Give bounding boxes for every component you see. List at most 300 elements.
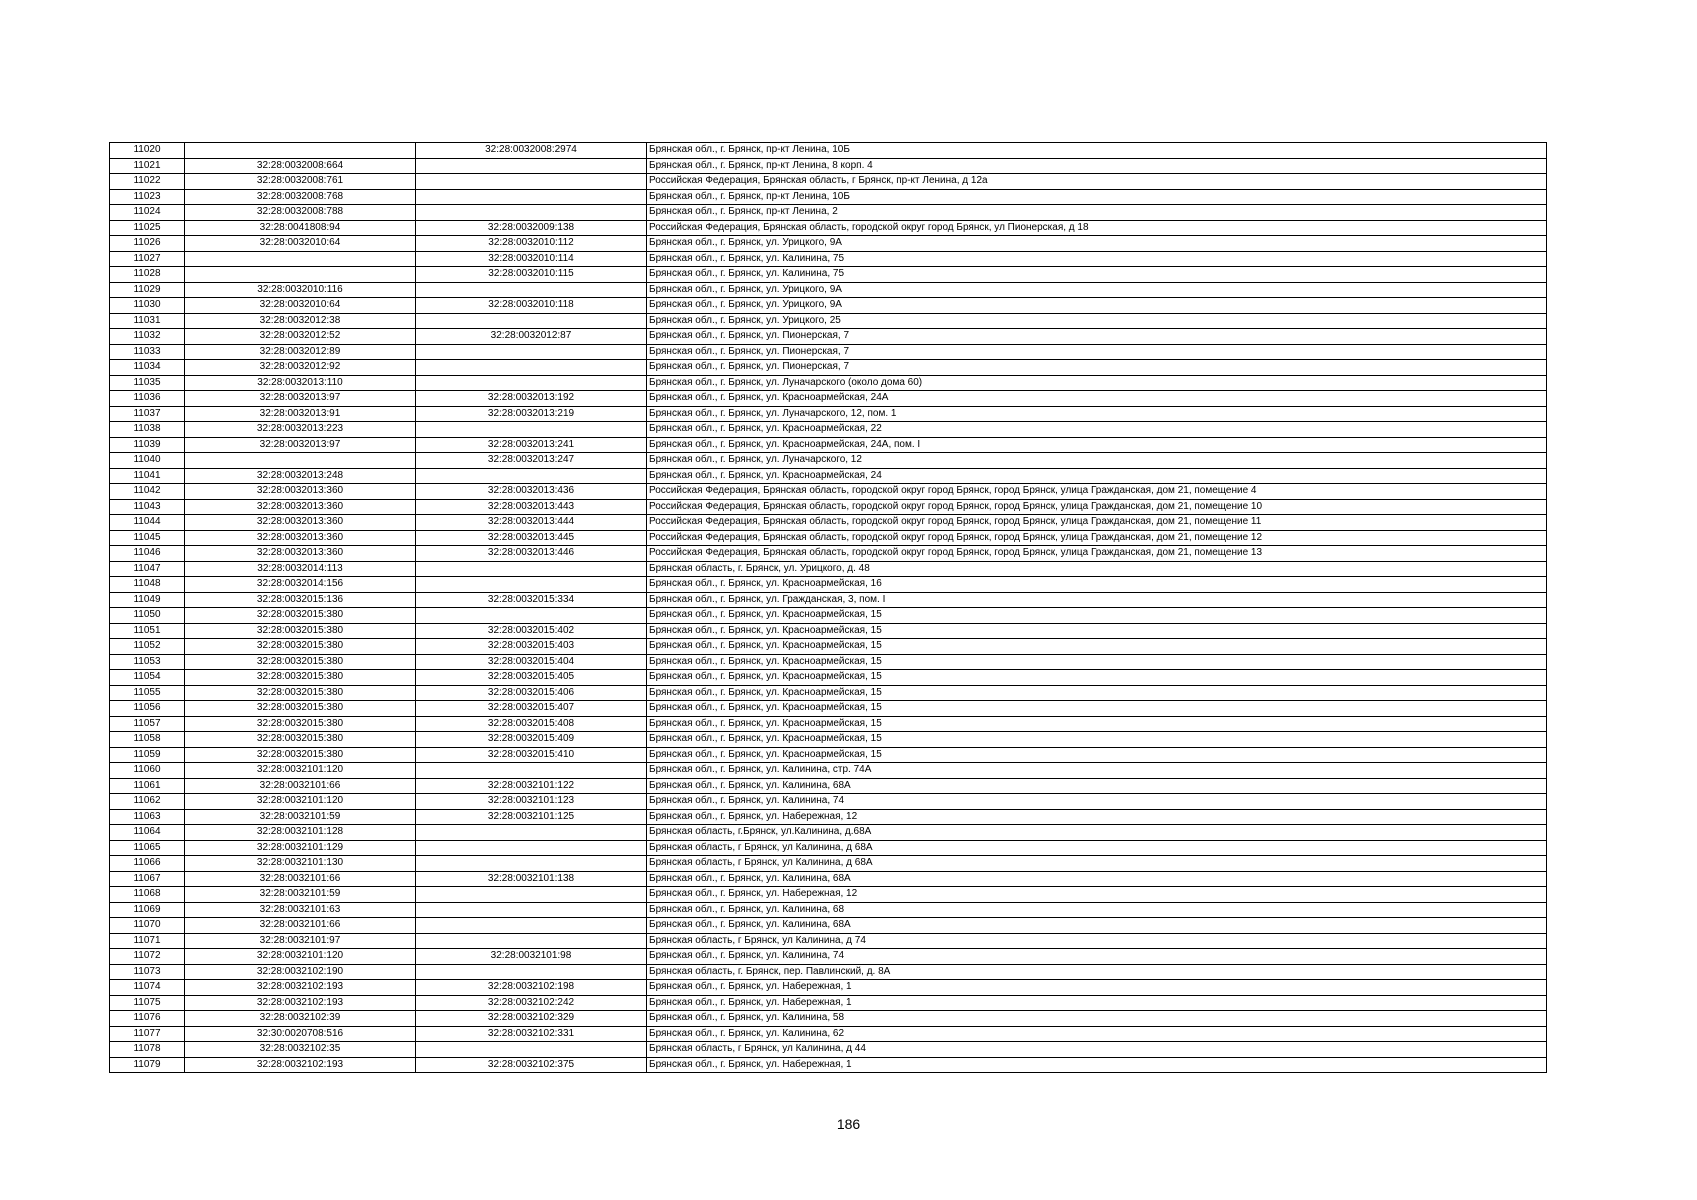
cadastral-number-cell: 32:28:0032101:59 [185,809,416,825]
row-number-cell: 11070 [110,918,185,934]
cadastral-number-cell: 32:28:0032101:66 [185,871,416,887]
address-cell: Брянская обл., г. Брянск, ул. Набережная, 1 [647,980,1547,996]
cadastral-number-cell: 32:28:0032015:380 [185,685,416,701]
cadastral-number-cell: 32:28:0032015:380 [185,747,416,763]
address-cell: Брянская обл., г. Брянск, ул. Калинина, 75 [647,251,1547,267]
row-number-cell: 11056 [110,701,185,717]
cadastral-number-cell: 32:28:0032013:223 [185,422,416,438]
row-number-cell: 11023 [110,189,185,205]
address-cell: Брянская обл., г. Брянск, ул. Красноармейская, 16 [647,577,1547,593]
table-row [110,391,1547,407]
table-row [110,468,1547,484]
address-cell: Брянская обл., г. Брянск, ул. Набережная, 1 [647,995,1547,1011]
address-cell: Брянская обл., г. Брянск, ул. Калинина, 68А [647,871,1547,887]
related-cadastral-number-cell [416,344,647,360]
cadastral-number-cell: 32:28:0032014:113 [185,561,416,577]
related-cadastral-number-cell [416,964,647,980]
address-cell: Брянская обл., г. Брянск, ул. Калинина, 74 [647,949,1547,965]
related-cadastral-number-cell: 32:28:0032015:408 [416,716,647,732]
related-cadastral-number-cell [416,422,647,438]
address-cell: Брянская обл., г. Брянск, ул. Красноармейская, 15 [647,701,1547,717]
related-cadastral-number-cell [416,174,647,190]
related-cadastral-number-cell [416,1042,647,1058]
address-cell: Брянская обл., г. Брянск, ул. Красноармейская, 15 [647,732,1547,748]
address-cell: Брянская область, г Брянск, ул Калинина, д 68А [647,840,1547,856]
cadastral-number-cell: 32:28:0032013:360 [185,484,416,500]
row-number-cell: 11036 [110,391,185,407]
table-row [110,825,1547,841]
table-row [110,561,1547,577]
table-row [110,422,1547,438]
address-cell: Брянская область, г. Брянск, пер. Павлинский, д. 8А [647,964,1547,980]
table-row [110,933,1547,949]
related-cadastral-number-cell: 32:28:0032010:114 [416,251,647,267]
row-number-cell: 11048 [110,577,185,593]
cadastral-number-cell: 32:28:0032015:380 [185,701,416,717]
table-row [110,809,1547,825]
row-number-cell: 11022 [110,174,185,190]
table-row [110,840,1547,856]
related-cadastral-number-cell: 32:28:0032102:198 [416,980,647,996]
row-number-cell: 11064 [110,825,185,841]
related-cadastral-number-cell: 32:28:0032101:125 [416,809,647,825]
cadastral-number-cell: 32:28:0032015:380 [185,716,416,732]
table-row [110,406,1547,422]
address-cell: Брянская обл., г. Брянск, ул. Калинина, 68А [647,778,1547,794]
row-number-cell: 11059 [110,747,185,763]
row-number-cell: 11075 [110,995,185,1011]
cadastral-number-cell: 32:28:0032101:128 [185,825,416,841]
related-cadastral-number-cell: 32:28:0032015:402 [416,623,647,639]
table-row [110,701,1547,717]
related-cadastral-number-cell [416,158,647,174]
related-cadastral-number-cell [416,933,647,949]
address-cell: Брянская обл., г. Брянск, ул. Красноармейская, 15 [647,716,1547,732]
address-cell: Брянская обл., г. Брянск, ул. Калинина, 68 [647,902,1547,918]
row-number-cell: 11053 [110,654,185,670]
related-cadastral-number-cell [416,577,647,593]
table-row [110,499,1547,515]
cadastral-number-cell: 32:28:0032015:380 [185,639,416,655]
cadastral-number-cell: 32:28:0032010:116 [185,282,416,298]
address-cell: Брянская обл., г. Брянск, ул. Луначарского (около дома 60) [647,375,1547,391]
table-row [110,763,1547,779]
address-cell: Российская Федерация, Брянская область, городской округ город Брянск, город Брянск, улица Гражданская, дом 21, помещение 10 [647,499,1547,515]
related-cadastral-number-cell [416,468,647,484]
related-cadastral-number-cell: 32:28:0032015:405 [416,670,647,686]
cadastral-number-cell: 32:28:0032101:120 [185,763,416,779]
address-cell: Брянская обл., г. Брянск, пр-кт Ленина, 2 [647,205,1547,221]
address-cell: Брянская обл., г. Брянск, пр-кт Ленина, 10Б [647,143,1547,159]
cadastral-number-cell: 32:28:0032015:380 [185,623,416,639]
cadastral-number-cell: 32:28:0032013:97 [185,391,416,407]
related-cadastral-number-cell [416,313,647,329]
cadastral-number-cell [185,453,416,469]
address-cell: Брянская обл., г. Брянск, ул. Набережная, 1 [647,1057,1547,1073]
cadastral-number-cell: 32:28:0032101:130 [185,856,416,872]
table-row [110,608,1547,624]
cadastral-number-cell [185,251,416,267]
related-cadastral-number-cell [416,902,647,918]
related-cadastral-number-cell: 32:28:0032013:192 [416,391,647,407]
cadastral-number-cell: 32:28:0032008:664 [185,158,416,174]
cadastral-number-cell: 32:28:0032012:52 [185,329,416,345]
table-row [110,329,1547,345]
address-cell: Брянская обл., г. Брянск, ул. Красноармейская, 15 [647,685,1547,701]
cadastral-number-cell: 32:28:0032102:193 [185,1057,416,1073]
cadastral-table [109,142,1547,1073]
related-cadastral-number-cell [416,282,647,298]
address-cell: Брянская обл., г. Брянск, ул. Красноармейская, 22 [647,422,1547,438]
address-cell: Брянская обл., г. Брянск, ул. Калинина, 75 [647,267,1547,283]
table-row [110,1057,1547,1073]
table-row [110,360,1547,376]
related-cadastral-number-cell: 32:28:0032010:118 [416,298,647,314]
address-cell: Брянская обл., г. Брянск, ул. Набережная, 12 [647,887,1547,903]
related-cadastral-number-cell: 32:28:0032015:403 [416,639,647,655]
related-cadastral-number-cell: 32:28:0032015:409 [416,732,647,748]
row-number-cell: 11079 [110,1057,185,1073]
cadastral-number-cell: 32:28:0032012:38 [185,313,416,329]
cadastral-number-cell: 32:28:0032013:360 [185,515,416,531]
address-cell: Брянская область, г Брянск, ул Калинина, д 68А [647,856,1547,872]
cadastral-number-cell [185,267,416,283]
address-cell: Брянская обл., г. Брянск, ул. Урицкого, 25 [647,313,1547,329]
table-row [110,205,1547,221]
cadastral-number-cell: 32:28:0032008:768 [185,189,416,205]
cadastral-number-cell: 32:28:0032015:136 [185,592,416,608]
table-body [110,143,1547,1073]
related-cadastral-number-cell: 32:28:0032010:115 [416,267,647,283]
related-cadastral-number-cell [416,205,647,221]
table-row [110,251,1547,267]
row-number-cell: 11047 [110,561,185,577]
row-number-cell: 11076 [110,1011,185,1027]
row-number-cell: 11031 [110,313,185,329]
row-number-cell: 11067 [110,871,185,887]
table-row [110,158,1547,174]
address-cell: Брянская обл., г. Брянск, пр-кт Ленина, 10Б [647,189,1547,205]
row-number-cell: 11065 [110,840,185,856]
cadastral-number-cell: 32:28:0032102:193 [185,995,416,1011]
cadastral-number-cell: 32:28:0032015:380 [185,732,416,748]
row-number-cell: 11074 [110,980,185,996]
table-row [110,871,1547,887]
row-number-cell: 11020 [110,143,185,159]
related-cadastral-number-cell: 32:28:0032101:123 [416,794,647,810]
table-row [110,282,1547,298]
related-cadastral-number-cell: 32:28:0032013:436 [416,484,647,500]
row-number-cell: 11028 [110,267,185,283]
address-cell: Брянская обл., г. Брянск, пр-кт Ленина, 8 корп. 4 [647,158,1547,174]
table-row [110,716,1547,732]
table-row [110,515,1547,531]
related-cadastral-number-cell: 32:28:0032013:444 [416,515,647,531]
address-cell: Брянская обл., г. Брянск, ул. Калинина, 62 [647,1026,1547,1042]
table-row [110,220,1547,236]
cadastral-number-cell: 32:28:0032008:788 [185,205,416,221]
cadastral-number-cell: 32:28:0032014:156 [185,577,416,593]
page-number: 186 [836,1116,861,1132]
row-number-cell: 11033 [110,344,185,360]
related-cadastral-number-cell: 32:28:0032008:2974 [416,143,647,159]
address-cell: Брянская обл., г. Брянск, ул. Красноармейская, 15 [647,608,1547,624]
row-number-cell: 11030 [110,298,185,314]
cadastral-number-cell: 32:28:0032015:380 [185,654,416,670]
table-row [110,639,1547,655]
row-number-cell: 11077 [110,1026,185,1042]
address-cell: Брянская обл., г. Брянск, ул. Красноармейская, 15 [647,670,1547,686]
table-row [110,685,1547,701]
cadastral-number-cell: 32:28:0032102:39 [185,1011,416,1027]
address-cell: Брянская обл., г. Брянск, ул. Калинина, 58 [647,1011,1547,1027]
table-row [110,546,1547,562]
related-cadastral-number-cell: 32:28:0032012:87 [416,329,647,345]
row-number-cell: 11041 [110,468,185,484]
address-cell: Брянская обл., г. Брянск, ул. Красноармейская, 24 [647,468,1547,484]
table-row [110,174,1547,190]
cadastral-number-cell: 32:28:0032101:63 [185,902,416,918]
table-row [110,995,1547,1011]
cadastral-number-cell: 32:28:0032013:360 [185,499,416,515]
row-number-cell: 11068 [110,887,185,903]
table-row [110,980,1547,996]
related-cadastral-number-cell: 32:28:0032013:446 [416,546,647,562]
address-cell: Брянская обл., г. Брянск, ул. Пионерская, 7 [647,360,1547,376]
row-number-cell: 11038 [110,422,185,438]
cadastral-number-cell: 32:28:0032102:35 [185,1042,416,1058]
address-cell: Брянская обл., г. Брянск, ул. Красноармейская, 15 [647,747,1547,763]
address-cell: Российская Федерация, Брянская область, городской округ город Брянск, город Брянск, улица Гражданская, дом 21, помещение 4 [647,484,1547,500]
row-number-cell: 11061 [110,778,185,794]
address-cell: Брянская обл., г. Брянск, ул. Калинина, стр. 74А [647,763,1547,779]
address-cell: Брянская обл., г. Брянск, ул. Набережная, 12 [647,809,1547,825]
row-number-cell: 11026 [110,236,185,252]
row-number-cell: 11078 [110,1042,185,1058]
row-number-cell: 11027 [110,251,185,267]
address-cell: Российская Федерация, Брянская область, городской округ город Брянск, город Брянск, улица Гражданская, дом 21, помещение 11 [647,515,1547,531]
cadastral-number-cell: 32:28:0032102:193 [185,980,416,996]
table-row [110,887,1547,903]
related-cadastral-number-cell [416,561,647,577]
table-row [110,654,1547,670]
address-cell: Российская Федерация, Брянская область, городской округ город Брянск, город Брянск, улица Гражданская, дом 21, помещение 13 [647,546,1547,562]
cadastral-number-cell: 32:28:0032013:97 [185,437,416,453]
cadastral-number-cell: 32:28:0032101:97 [185,933,416,949]
related-cadastral-number-cell [416,825,647,841]
related-cadastral-number-cell: 32:28:0032015:406 [416,685,647,701]
row-number-cell: 11066 [110,856,185,872]
cadastral-number-cell [185,143,416,159]
related-cadastral-number-cell: 32:28:0032102:242 [416,995,647,1011]
related-cadastral-number-cell [416,887,647,903]
cadastral-number-cell: 32:28:0032101:59 [185,887,416,903]
address-cell: Российская Федерация, Брянская область, городской округ город Брянск, город Брянск, улица Гражданская, дом 21, помещение 12 [647,530,1547,546]
table-row [110,313,1547,329]
related-cadastral-number-cell: 32:28:0032101:138 [416,871,647,887]
row-number-cell: 11024 [110,205,185,221]
cadastral-number-cell: 32:28:0032015:380 [185,608,416,624]
address-cell: Брянская обл., г. Брянск, ул. Пионерская, 7 [647,329,1547,345]
row-number-cell: 11050 [110,608,185,624]
row-number-cell: 11046 [110,546,185,562]
cadastral-number-cell: 32:28:0032012:89 [185,344,416,360]
related-cadastral-number-cell [416,375,647,391]
cadastral-number-cell: 32:28:0032013:360 [185,546,416,562]
row-number-cell: 11029 [110,282,185,298]
cadastral-number-cell: 32:28:0032102:190 [185,964,416,980]
cadastral-number-cell: 32:28:0032010:64 [185,298,416,314]
address-cell: Брянская обл., г. Брянск, ул. Урицкого, 9А [647,236,1547,252]
row-number-cell: 11072 [110,949,185,965]
related-cadastral-number-cell: 32:28:0032010:112 [416,236,647,252]
table-row [110,530,1547,546]
table-row [110,1011,1547,1027]
row-number-cell: 11032 [110,329,185,345]
address-cell: Брянская обл., г. Брянск, ул. Пионерская, 7 [647,344,1547,360]
row-number-cell: 11054 [110,670,185,686]
table-row [110,670,1547,686]
row-number-cell: 11073 [110,964,185,980]
table-row [110,143,1547,159]
address-cell: Российская Федерация, Брянская область, городской округ город Брянск, ул Пионерская, д 18 [647,220,1547,236]
related-cadastral-number-cell [416,608,647,624]
related-cadastral-number-cell [416,918,647,934]
table-row [110,856,1547,872]
related-cadastral-number-cell: 32:28:0032013:445 [416,530,647,546]
related-cadastral-number-cell: 32:28:0032013:219 [416,406,647,422]
cadastral-number-cell: 32:28:0032101:120 [185,949,416,965]
table-row [110,577,1547,593]
address-cell: Брянская область, г.Брянск, ул.Калинина, д.68А [647,825,1547,841]
row-number-cell: 11051 [110,623,185,639]
address-cell: Брянская обл., г. Брянск, ул. Калинина, 68А [647,918,1547,934]
row-number-cell: 11044 [110,515,185,531]
row-number-cell: 11025 [110,220,185,236]
table-row [110,375,1547,391]
table-row [110,623,1547,639]
row-number-cell: 11035 [110,375,185,391]
table-row [110,236,1547,252]
address-cell: Брянская область, г Брянск, ул Калинина, д 74 [647,933,1547,949]
related-cadastral-number-cell [416,856,647,872]
related-cadastral-number-cell: 32:28:0032015:334 [416,592,647,608]
row-number-cell: 11071 [110,933,185,949]
cadastral-number-cell: 32:28:0032008:761 [185,174,416,190]
cadastral-number-cell: 32:28:0032101:120 [185,794,416,810]
address-cell: Российская Федерация, Брянская область, г Брянск, пр-кт Ленина, д 12а [647,174,1547,190]
table-row [110,747,1547,763]
row-number-cell: 11060 [110,763,185,779]
row-number-cell: 11057 [110,716,185,732]
row-number-cell: 11040 [110,453,185,469]
row-number-cell: 11043 [110,499,185,515]
table-row [110,484,1547,500]
row-number-cell: 11058 [110,732,185,748]
related-cadastral-number-cell: 32:28:0032101:98 [416,949,647,965]
related-cadastral-number-cell: 32:28:0032009:138 [416,220,647,236]
address-cell: Брянская обл., г. Брянск, ул. Луначарского, 12, пом. 1 [647,406,1547,422]
table-row [110,189,1547,205]
table-row [110,778,1547,794]
related-cadastral-number-cell [416,360,647,376]
address-cell: Брянская обл., г. Брянск, ул. Урицкого, 9А [647,282,1547,298]
address-cell: Брянская обл., г. Брянск, ул. Красноармейская, 15 [647,654,1547,670]
cadastral-number-cell: 32:28:0032013:360 [185,530,416,546]
table-row [110,918,1547,934]
table-row [110,592,1547,608]
table-row [110,949,1547,965]
address-cell: Брянская обл., г. Брянск, ул. Урицкого, 9А [647,298,1547,314]
related-cadastral-number-cell: 32:28:0032015:410 [416,747,647,763]
table-row [110,298,1547,314]
cadastral-number-cell: 32:28:0032012:92 [185,360,416,376]
row-number-cell: 11052 [110,639,185,655]
related-cadastral-number-cell: 32:28:0032015:404 [416,654,647,670]
related-cadastral-number-cell: 32:28:0032102:331 [416,1026,647,1042]
related-cadastral-number-cell: 32:28:0032102:329 [416,1011,647,1027]
related-cadastral-number-cell [416,189,647,205]
table-row [110,902,1547,918]
table-row [110,453,1547,469]
address-cell: Брянская обл., г. Брянск, ул. Калинина, 74 [647,794,1547,810]
table-row [110,964,1547,980]
cadastral-number-cell: 32:28:0032013:248 [185,468,416,484]
address-cell: Брянская обл., г. Брянск, ул. Красноармейская, 15 [647,639,1547,655]
address-cell: Брянская обл., г. Брянск, ул. Красноармейская, 24А [647,391,1547,407]
cadastral-number-cell: 32:28:0032101:129 [185,840,416,856]
table-row [110,437,1547,453]
cadastral-number-cell: 32:30:0020708:516 [185,1026,416,1042]
related-cadastral-number-cell: 32:28:0032013:241 [416,437,647,453]
cadastral-number-cell: 32:28:0032101:66 [185,918,416,934]
related-cadastral-number-cell: 32:28:0032102:375 [416,1057,647,1073]
table-row [110,344,1547,360]
address-cell: Брянская область, г. Брянск, ул. Урицкого, д. 48 [647,561,1547,577]
row-number-cell: 11063 [110,809,185,825]
cadastral-number-cell: 32:28:0032010:64 [185,236,416,252]
table-row [110,732,1547,748]
row-number-cell: 11049 [110,592,185,608]
address-cell: Брянская обл., г. Брянск, ул. Красноармейская, 24А, пом. I [647,437,1547,453]
table-row [110,1042,1547,1058]
related-cadastral-number-cell [416,763,647,779]
cadastral-number-cell: 32:28:0032101:66 [185,778,416,794]
table-row [110,267,1547,283]
related-cadastral-number-cell: 32:28:0032015:407 [416,701,647,717]
table-row [110,794,1547,810]
row-number-cell: 11045 [110,530,185,546]
cadastral-number-cell: 32:28:0032013:91 [185,406,416,422]
row-number-cell: 11055 [110,685,185,701]
cadastral-number-cell: 32:28:0032013:110 [185,375,416,391]
row-number-cell: 11069 [110,902,185,918]
address-cell: Брянская обл., г. Брянск, ул. Красноармейская, 15 [647,623,1547,639]
table-row [110,1026,1547,1042]
row-number-cell: 11021 [110,158,185,174]
row-number-cell: 11034 [110,360,185,376]
related-cadastral-number-cell [416,840,647,856]
cadastral-number-cell: 32:28:0041808:94 [185,220,416,236]
row-number-cell: 11037 [110,406,185,422]
address-cell: Брянская обл., г. Брянск, ул. Луначарского, 12 [647,453,1547,469]
related-cadastral-number-cell: 32:28:0032101:122 [416,778,647,794]
row-number-cell: 11039 [110,437,185,453]
address-cell: Брянская обл., г. Брянск, ул. Гражданская, 3, пом. I [647,592,1547,608]
cadastral-number-cell: 32:28:0032015:380 [185,670,416,686]
related-cadastral-number-cell: 32:28:0032013:247 [416,453,647,469]
related-cadastral-number-cell: 32:28:0032013:443 [416,499,647,515]
